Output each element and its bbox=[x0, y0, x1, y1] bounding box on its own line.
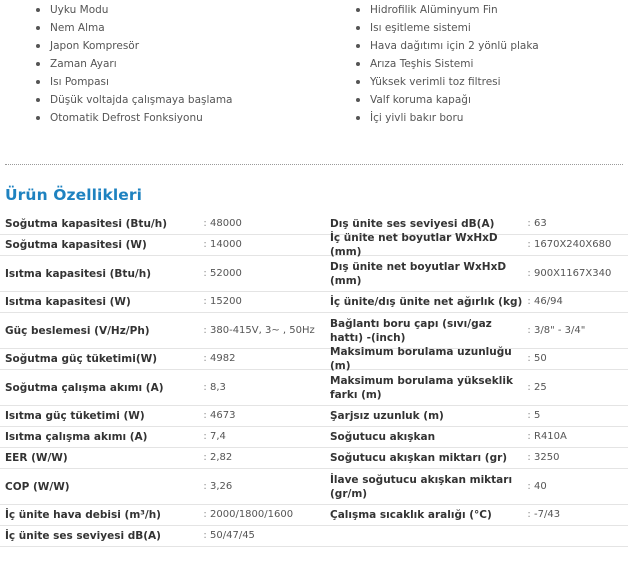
bullet-icon bbox=[36, 80, 40, 84]
spec-value bbox=[534, 526, 628, 546]
feature-text: Hidrofilik Alüminyum Fin bbox=[370, 4, 498, 16]
spec-row bbox=[0, 292, 628, 313]
spec-label: COP (W/W) bbox=[5, 480, 70, 493]
spec-label: Maksimum borulama yükseklik farkı (m) bbox=[330, 374, 513, 401]
spec-value: -7/43 bbox=[534, 509, 561, 520]
spec-value: 52000 bbox=[210, 267, 242, 279]
spec-label: Soğutucu akışkan miktarı (gr) bbox=[330, 452, 508, 464]
spec-label: Dış ünite net boyutlar WxHxD (mm) bbox=[330, 260, 507, 287]
feature-column-right bbox=[356, 2, 539, 128]
spec-value: 48000 bbox=[210, 218, 242, 229]
spec-value: 900X1167X340 bbox=[534, 267, 612, 279]
spec-separator: : bbox=[203, 218, 207, 229]
spec-label: Güç beslemesi (V/Hz/Ph) bbox=[5, 324, 150, 337]
feature-item bbox=[36, 20, 233, 38]
spec-value: 15200 bbox=[210, 296, 242, 307]
spec-value: 3250 bbox=[534, 452, 560, 463]
spec-row bbox=[0, 256, 628, 292]
spec-separator: : bbox=[203, 480, 207, 492]
feature-text: Uyku Modu bbox=[50, 4, 109, 16]
spec-separator: : bbox=[527, 353, 531, 364]
spec-separator: : bbox=[527, 218, 531, 229]
spec-separator: : bbox=[527, 480, 531, 492]
feature-item bbox=[36, 92, 233, 110]
feature-list bbox=[0, 0, 628, 135]
spec-label: İlave soğutucu akışkan miktarı (gr/m) bbox=[330, 473, 513, 500]
spec-label: EER (W/W) bbox=[5, 452, 68, 464]
bullet-icon bbox=[36, 26, 40, 30]
spec-separator: : bbox=[203, 452, 207, 463]
spec-label: Isıtma çalışma akımı (A) bbox=[5, 431, 148, 443]
spec-row bbox=[0, 427, 628, 448]
spec-value: 63 bbox=[534, 218, 547, 229]
bullet-icon bbox=[36, 62, 40, 66]
feature-item bbox=[356, 20, 539, 38]
spec-label: İç ünite net boyutlar WxHxD (mm) bbox=[330, 232, 498, 258]
spec-row bbox=[0, 406, 628, 427]
spec-value: 3/8" - 3/4" bbox=[534, 324, 586, 336]
spec-row bbox=[0, 448, 628, 469]
spec-value: 8,3 bbox=[210, 381, 226, 393]
spec-label: Isıtma kapasitesi (W) bbox=[5, 296, 131, 308]
spec-separator: : bbox=[203, 410, 207, 421]
bullet-icon bbox=[356, 98, 360, 102]
spec-row bbox=[0, 526, 628, 547]
spec-label: Dış ünite ses seviyesi dB(A) bbox=[330, 218, 495, 230]
spec-separator: : bbox=[203, 324, 207, 336]
spec-separator: : bbox=[203, 381, 207, 393]
bullet-icon bbox=[356, 80, 360, 84]
spec-value: 25 bbox=[534, 381, 547, 393]
spec-separator: : bbox=[203, 267, 207, 279]
feature-text: Isı eşitleme sistemi bbox=[370, 22, 471, 34]
bullet-icon bbox=[36, 44, 40, 48]
spec-separator: : bbox=[527, 267, 531, 279]
spec-separator: : bbox=[527, 296, 531, 307]
spec-row bbox=[0, 346, 628, 372]
spec-separator: : bbox=[203, 509, 207, 520]
spec-value: 2,82 bbox=[210, 452, 233, 463]
spec-separator: : bbox=[527, 324, 531, 336]
spec-label: Soğutma kapasitesi (W) bbox=[5, 239, 147, 251]
bullet-icon bbox=[356, 116, 360, 120]
spec-separator: : bbox=[527, 452, 531, 463]
spec-separator: : bbox=[203, 431, 207, 442]
feature-text: Zaman Ayarı bbox=[50, 58, 117, 70]
spec-value: 4673 bbox=[210, 410, 236, 421]
feature-item bbox=[356, 38, 539, 56]
spec-separator: : bbox=[527, 509, 531, 520]
feature-text: Japon Kompresör bbox=[50, 40, 140, 52]
spec-value: 7,4 bbox=[210, 431, 226, 442]
section-divider bbox=[5, 164, 623, 165]
feature-text: Arıza Teşhis Sistemi bbox=[370, 58, 474, 70]
spec-label: Şarjsız uzunluk (m) bbox=[330, 410, 444, 422]
spec-value: 14000 bbox=[210, 239, 242, 250]
spec-separator: : bbox=[203, 296, 207, 307]
spec-separator: : bbox=[527, 431, 531, 442]
spec-label: Soğutma güç tüketimi(W) bbox=[5, 353, 157, 365]
spec-separator: : bbox=[203, 353, 207, 364]
feature-item bbox=[356, 92, 539, 110]
feature-text: İçi yivli bakır boru bbox=[370, 112, 464, 124]
spec-separator: : bbox=[203, 239, 207, 250]
spec-label: Bağlantı boru çapı (sıvı/gaz hattı) -(inch) bbox=[330, 317, 492, 344]
spec-value: 3,26 bbox=[210, 480, 233, 492]
feature-item bbox=[356, 110, 539, 128]
feature-text: Düşük voltajda çalışmaya başlama bbox=[50, 94, 233, 106]
spec-label: Soğutma kapasitesi (Btu/h) bbox=[5, 218, 168, 230]
spec-value: 40 bbox=[534, 480, 547, 492]
feature-text: Isı Pompası bbox=[50, 76, 109, 88]
spec-row bbox=[0, 469, 628, 505]
spec-label: Isıtma kapasitesi (Btu/h) bbox=[5, 267, 152, 280]
spec-label: İç ünite ses seviyesi dB(A) bbox=[5, 530, 161, 542]
spec-label: İç ünite/dış ünite net ağırlık (kg) bbox=[330, 296, 523, 308]
spec-row bbox=[0, 214, 628, 235]
bullet-icon bbox=[36, 8, 40, 12]
spec-label bbox=[330, 526, 524, 546]
spec-label: Çalışma sıcaklık aralığı (°C) bbox=[330, 509, 492, 521]
feature-text: Valf koruma kapağı bbox=[370, 94, 471, 106]
bullet-icon bbox=[356, 26, 360, 30]
spec-value: R410A bbox=[534, 431, 567, 442]
spec-value: 1670X240X680 bbox=[534, 239, 612, 250]
spec-value: 46/94 bbox=[534, 296, 563, 307]
spec-row bbox=[0, 370, 628, 406]
feature-item bbox=[356, 2, 539, 20]
spec-separator: : bbox=[527, 381, 531, 393]
bullet-icon bbox=[356, 62, 360, 66]
feature-text: Hava dağıtımı için 2 yönlü plaka bbox=[370, 40, 539, 52]
bullet-icon bbox=[356, 44, 360, 48]
spec-label: İç ünite hava debisi (m³/h) bbox=[5, 509, 161, 521]
spec-separator: : bbox=[527, 410, 531, 421]
spec-row bbox=[0, 313, 628, 349]
spec-separator: : bbox=[203, 530, 207, 541]
bullet-icon bbox=[36, 116, 40, 120]
spec-label: Maksimum borulama uzunluğu (m) bbox=[330, 346, 512, 372]
feature-column-left bbox=[36, 2, 233, 128]
spec-label: Soğutucu akışkan bbox=[330, 431, 436, 443]
spec-value: 380-415V, 3~ , 50Hz bbox=[210, 324, 315, 336]
spec-value: 50 bbox=[534, 353, 547, 364]
spec-value: 2000/1800/1600 bbox=[210, 509, 294, 520]
feature-item bbox=[36, 74, 233, 92]
spec-separator: : bbox=[527, 239, 531, 250]
feature-item bbox=[36, 56, 233, 74]
spec-value: 5 bbox=[534, 410, 541, 421]
feature-text: Yüksek verimli toz filtresi bbox=[370, 76, 501, 88]
feature-text: Otomatik Defrost Fonksiyonu bbox=[50, 112, 203, 124]
feature-item bbox=[356, 74, 539, 92]
feature-text: Nem Alma bbox=[50, 22, 105, 34]
section-title: Ürün Özellikleri bbox=[5, 186, 143, 204]
feature-item bbox=[36, 110, 233, 128]
spec-separator bbox=[524, 526, 534, 546]
spec-row bbox=[0, 505, 628, 526]
spec-value: 4982 bbox=[210, 353, 236, 364]
spec-label: Soğutma çalışma akımı (A) bbox=[5, 381, 164, 394]
spec-table bbox=[0, 214, 628, 547]
bullet-icon bbox=[36, 98, 40, 102]
feature-item bbox=[356, 56, 539, 74]
spec-row bbox=[0, 232, 628, 258]
spec-value: 50/47/45 bbox=[210, 530, 255, 541]
spec-label: Isıtma güç tüketimi (W) bbox=[5, 410, 145, 422]
feature-item bbox=[36, 38, 233, 56]
bullet-icon bbox=[356, 8, 360, 12]
feature-item bbox=[36, 2, 233, 20]
